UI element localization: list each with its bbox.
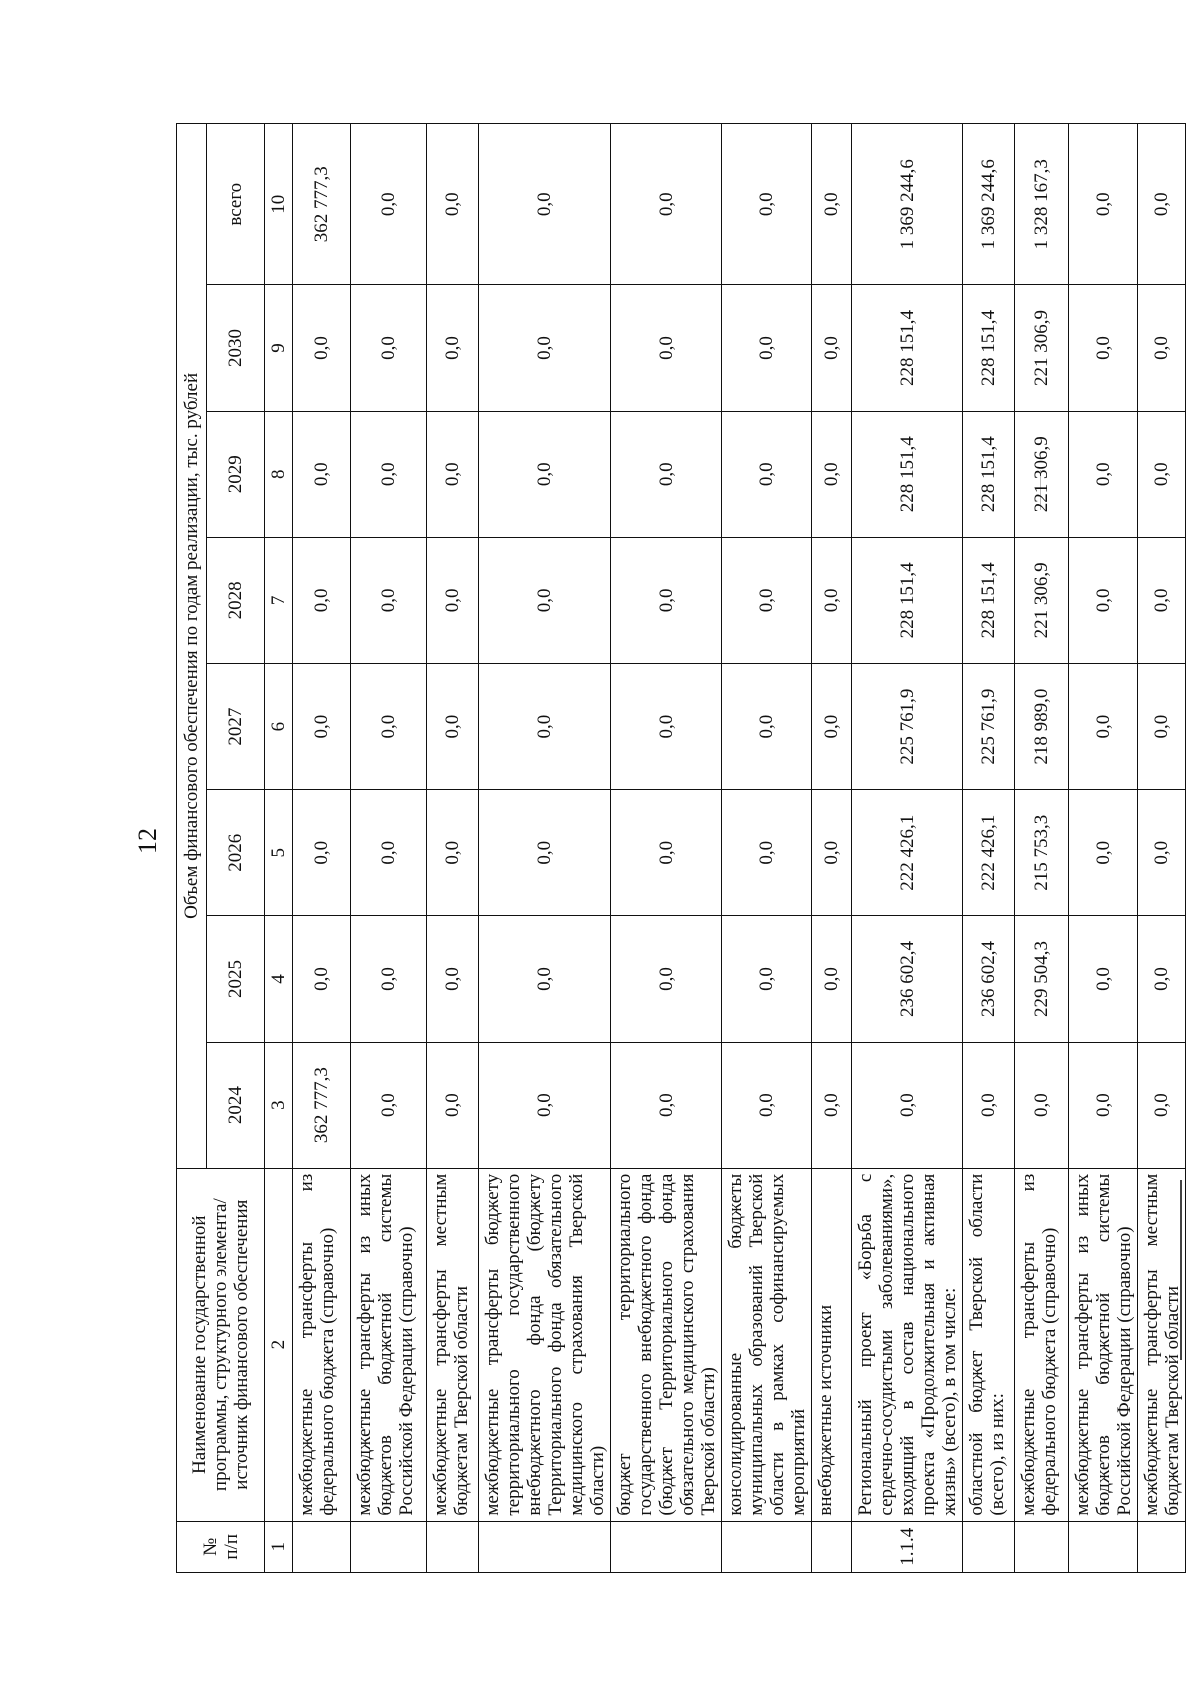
row-value: 0,0 [812,285,852,411]
row-value: 0,0 [427,663,479,789]
table-row [1069,124,1138,1573]
column-number: 7 [265,537,293,663]
row-value: 0,0 [351,124,427,285]
row-name: межбюджетные трансферты местным бюджетам Тверской области [1138,1168,1186,1521]
row-value: 0,0 [351,790,427,916]
table-row [611,124,722,1573]
row-value: 0,0 [427,537,479,663]
row-value: 0,0 [351,663,427,789]
row-name: межбюджетные трансферты из федерального бюджета (справочно) [1015,1168,1069,1521]
row-value: 0,0 [427,124,479,285]
row-value: 222 426,1 [963,790,1015,916]
column-number: 1 [265,1521,293,1572]
row-value: 0,0 [852,1042,963,1168]
row-value: 0,0 [1138,663,1186,789]
row-name: Региональный проект «Борьба с сердечно-сосудистыми заболеваниями», входящий в состав национального проекта «Продолжительная и активная жизнь» (всего), в том числе: [852,1168,963,1521]
financing-table [176,123,1186,1573]
row-value: 0,0 [351,285,427,411]
row-value: 0,0 [1069,411,1138,537]
row-value: 228 151,4 [963,411,1015,537]
row-value: 0,0 [722,124,812,285]
row-name: бюджет территориального государственного внебюджетного фонда (бюджет Территориального фонда обязательного медицинского страхования Тверской области) [611,1168,722,1521]
row-value: 0,0 [427,790,479,916]
row-value: 0,0 [812,411,852,537]
row-value: 0,0 [722,1042,812,1168]
row-value: 0,0 [1138,790,1186,916]
header-name: Наименование государственной программы, структурного элемента/источник финансового обеспечения [177,1168,265,1521]
header-year: 2025 [207,916,265,1042]
row-value: 0,0 [351,916,427,1042]
row-value: 0,0 [1069,790,1138,916]
row-value: 0,0 [351,537,427,663]
row-number [1069,1521,1138,1572]
row-value: 228 151,4 [963,285,1015,411]
row-name: межбюджетные трансферты бюджету территориального государственного внебюджетного фонда (бюджету Территориального фонда обязательного медицинского страхования Тверской области) [479,1168,611,1521]
row-name: консолидированные бюджеты муниципальных образований Тверской области в рамках софинансируемых мероприятий [722,1168,812,1521]
row-value: 229 504,3 [1015,916,1069,1042]
row-value: 0,0 [611,790,722,916]
row-value: 225 761,9 [963,663,1015,789]
row-value: 0,0 [611,663,722,789]
row-value: 0,0 [479,537,611,663]
table-row [351,124,427,1573]
row-value: 0,0 [293,537,351,663]
row-value: 0,0 [351,411,427,537]
column-number: 3 [265,1042,293,1168]
row-value: 228 151,4 [852,537,963,663]
row-name: областной бюджет Тверской области (всего), из них: [963,1168,1015,1521]
header-num: № п/п [177,1521,265,1572]
row-value: 218 989,0 [1015,663,1069,789]
row-number [1138,1521,1186,1572]
row-value: 0,0 [427,1042,479,1168]
row-value: 222 426,1 [852,790,963,916]
row-name: межбюджетные трансферты из иных бюджетов бюджетной системы Российской Федерации (справочно) [351,1168,427,1521]
row-name: внебюджетные источники [812,1168,852,1521]
table-row [293,124,351,1573]
row-value: 0,0 [812,537,852,663]
row-value: 0,0 [293,285,351,411]
table-row [812,124,852,1573]
header-year: 2028 [207,537,265,663]
row-value: 221 306,9 [1015,411,1069,537]
row-value: 1 369 244,6 [852,124,963,285]
row-value: 0,0 [427,916,479,1042]
row-value: 0,0 [1138,124,1186,285]
header-year: всего [207,124,265,285]
row-value: 0,0 [812,790,852,916]
row-number [812,1521,852,1572]
row-value: 0,0 [722,537,812,663]
row-value: 0,0 [611,916,722,1042]
header-financing-group: Объем финансового обеспечения по годам реализации, тыс. рублей [177,124,207,1169]
row-value: 0,0 [293,790,351,916]
row-value: 1 328 167,3 [1015,124,1069,285]
row-value: 0,0 [1015,1042,1069,1168]
row-value: 0,0 [1069,663,1138,789]
row-value: 225 761,9 [852,663,963,789]
column-number: 8 [265,411,293,537]
row-value: 0,0 [611,1042,722,1168]
row-number [1015,1521,1069,1572]
column-number: 6 [265,663,293,789]
row-value: 0,0 [351,1042,427,1168]
row-value: 0,0 [1069,916,1138,1042]
row-number [293,1521,351,1572]
row-value: 0,0 [479,1042,611,1168]
row-value: 0,0 [1138,411,1186,537]
row-value: 0,0 [479,285,611,411]
row-number [722,1521,812,1572]
column-number: 5 [265,790,293,916]
table-row [1138,124,1186,1573]
column-number: 10 [265,124,293,285]
header-year: 2026 [207,790,265,916]
row-value: 0,0 [427,411,479,537]
row-value: 0,0 [1138,537,1186,663]
row-value: 0,0 [611,124,722,285]
row-value: 0,0 [611,537,722,663]
row-value: 0,0 [722,411,812,537]
header-year: 2030 [207,285,265,411]
row-value: 0,0 [722,790,812,916]
row-value: 0,0 [1138,285,1186,411]
row-value: 0,0 [427,285,479,411]
financing-table-container [176,123,1183,1573]
row-value: 0,0 [812,663,852,789]
row-value: 0,0 [1069,124,1138,285]
row-value: 0,0 [479,916,611,1042]
row-value: 228 151,4 [963,537,1015,663]
header-year: 2024 [207,1042,265,1168]
table-row [963,124,1015,1573]
header-year: 2029 [207,411,265,537]
row-value: 221 306,9 [1015,537,1069,663]
row-value: 0,0 [963,1042,1015,1168]
row-value: 0,0 [812,124,852,285]
row-value: 0,0 [722,916,812,1042]
table-row [427,124,479,1573]
header-year: 2027 [207,663,265,789]
row-number [479,1521,611,1572]
row-value: 0,0 [479,663,611,789]
row-value: 362 777,3 [293,1042,351,1168]
row-value: 0,0 [479,790,611,916]
row-value: 0,0 [722,285,812,411]
row-value: 0,0 [293,663,351,789]
row-value: 0,0 [293,411,351,537]
row-value: 0,0 [479,411,611,537]
row-number [963,1521,1015,1572]
row-name: межбюджетные трансферты местным бюджетам Тверской области [427,1168,479,1521]
row-value: 215 753,3 [1015,790,1069,916]
row-value: 236 602,4 [963,916,1015,1042]
table-row [1015,124,1069,1573]
table-row [479,124,611,1573]
row-value: 0,0 [1138,916,1186,1042]
row-name: межбюджетные трансферты из иных бюджетов бюджетной системы Российской Федерации (справочно) [1069,1168,1138,1521]
row-value: 0,0 [293,916,351,1042]
row-value: 0,0 [812,916,852,1042]
row-value: 0,0 [1069,1042,1138,1168]
row-value: 236 602,4 [852,916,963,1042]
row-value: 362 777,3 [293,124,351,285]
row-number [427,1521,479,1572]
row-value: 221 306,9 [1015,285,1069,411]
row-value: 0,0 [722,663,812,789]
table-row [722,124,812,1573]
row-number: 1.1.4 [852,1521,963,1572]
row-value: 228 151,4 [852,285,963,411]
page-number: 12 [133,828,162,854]
row-value: 1 369 244,6 [963,124,1015,285]
row-number [611,1521,722,1572]
row-value: 0,0 [611,285,722,411]
row-number [351,1521,427,1572]
table-row [852,124,963,1573]
row-value: 0,0 [1138,1042,1186,1168]
row-value: 228 151,4 [852,411,963,537]
row-value: 0,0 [1069,537,1138,663]
column-number: 9 [265,285,293,411]
row-value: 0,0 [479,124,611,285]
row-name: межбюджетные трансферты из федерального бюджета (справочно) [293,1168,351,1521]
column-number: 4 [265,916,293,1042]
row-value: 0,0 [611,411,722,537]
row-value: 0,0 [812,1042,852,1168]
row-value: 0,0 [1069,285,1138,411]
column-number: 2 [265,1168,293,1521]
